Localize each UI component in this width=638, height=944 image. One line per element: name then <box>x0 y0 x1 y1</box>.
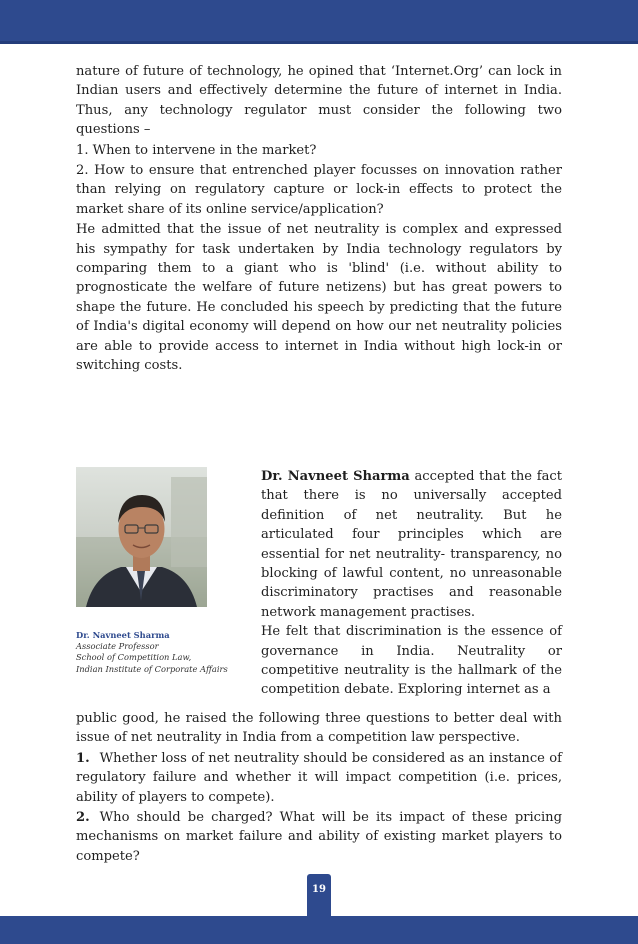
caption-name: Dr. Navneet Sharma <box>76 630 170 640</box>
item-number: 1. <box>76 750 90 766</box>
list-item <box>76 749 562 807</box>
item-number: 2. <box>76 810 90 826</box>
speech-paragraph-2-tail: public good, he raised the following three questions to better deal with issue of net neutrality in India from a competition law perspective. <box>76 711 562 746</box>
intro-section <box>76 62 562 377</box>
photo-caption <box>76 630 256 675</box>
page-number: 19 <box>307 874 331 944</box>
question-2: 2. How to ensure that entrenched player focusses on innovation rather than relying on regulatory capture or lock-in effects to protect the market share of its online service/application? <box>76 163 562 217</box>
question-1: 1. When to intervene in the market? <box>76 142 317 158</box>
speech-section <box>261 467 562 700</box>
speech-paragraph-1 <box>261 467 562 622</box>
item-text: Who should be charged? What will be its impact of these pricing mechanisms on market failure and ability of existing market players to compete? <box>76 810 562 864</box>
speaker-photo <box>76 467 207 607</box>
speaker-name: Dr. Navneet Sharma <box>261 469 410 484</box>
portrait-image <box>76 467 207 607</box>
header-band <box>0 0 638 44</box>
caption-role: Associate Professor <box>76 641 159 652</box>
caption-school: School of Competition Law, <box>76 652 192 663</box>
speech-paragraph-2-head: He felt that discrimination is the essence of governance in India. Neutrality or competitive neutrality is the hallmark of the competition debate. Exploring internet as a <box>261 624 562 698</box>
caption-institute: Indian Institute of Corporate Affairs <box>76 663 228 674</box>
item-text: Whether loss of net neutrality should be considered as an instance of regulatory failure and whether it will impact competition (i.e. prices, ability of players to compete). <box>76 750 562 805</box>
list-item <box>76 808 562 866</box>
conclusion-paragraph: He admitted that the issue of net neutrality is complex and expressed his sympathy for task undertaken by India technology regulators by comparing them to a giant who is 'blind' (i.e. without ability to prognosticate the welfare of future netizens) but has great powers to shape the future. He concluded his speech by predicting that the future of India's digital economy will depend on how our net neutrality policies are able to provide access to internet in India without high lock-in or switching costs. <box>76 222 562 374</box>
intro-paragraph: nature of future of technology, he opined that ‘Internet.Org’ can lock in Indian users and effectively determine the future of internet in India. Thus, any technology regulator must consider the following two questions – <box>76 64 562 138</box>
questions-section <box>76 709 562 867</box>
speech-paragraph-1-text: accepted that the fact that there is no universally accepted definition of net neutrality. But he articulated four principles which are essential for net neutrality- transparency, no blocking of lawful content, no unreasonable discriminatory practises and reasonable network management practises. <box>261 469 562 620</box>
